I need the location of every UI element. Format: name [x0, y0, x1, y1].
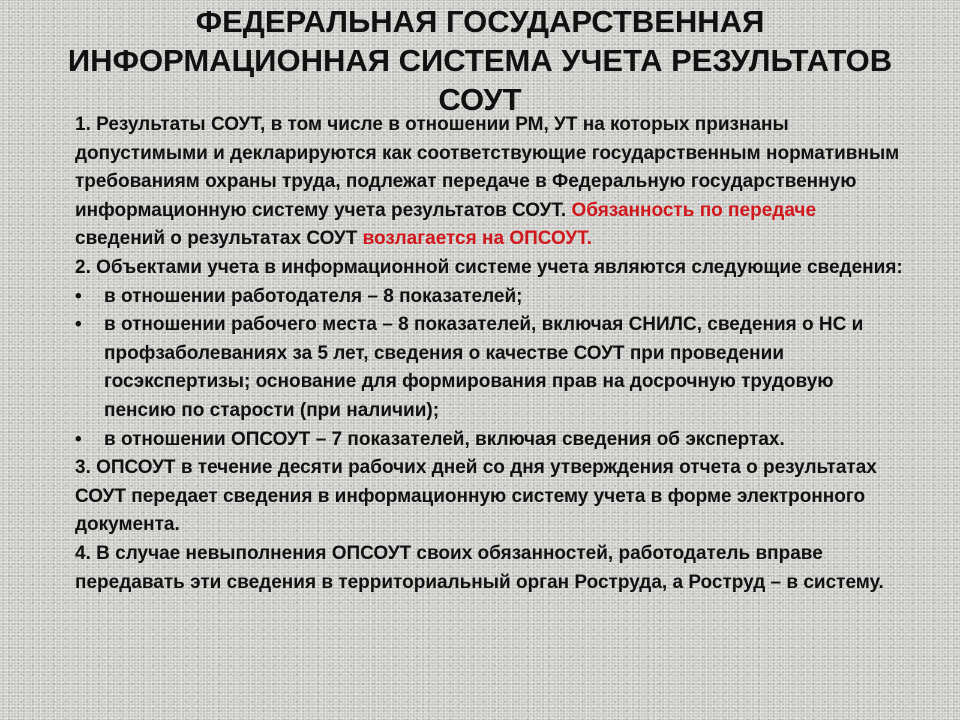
bullet-list: [75, 283, 905, 455]
list-item: [75, 426, 905, 455]
list-item: [75, 283, 905, 312]
list-item-text: в отношении рабочего места – 8 показателей, включая СНИЛС, сведения о НС и профзаболеваниях за 5 лет, сведения о качестве СОУТ при проведении госэкспертизы; основание для формирования прав на досрочную трудовую пенсию по старости (при наличии);: [104, 314, 864, 421]
bullet-icon: •: [75, 285, 82, 307]
paragraph-1-text: 1. Результаты СОУТ, в том числе в отношении РМ, УТ на которых признаны допустимыми и декларируются как соответствующие государственным нормативным требованиям охраны труда, подлежат передаче в Федеральную государственную информационную систему учета результатов СОУТ.: [75, 114, 900, 221]
bullet-icon: •: [75, 428, 82, 450]
paragraph-1: [75, 111, 905, 254]
paragraph-1-text-continued: сведений о результатах СОУТ: [75, 228, 363, 250]
bullet-icon: •: [75, 314, 82, 336]
list-item-text: в отношении ОПСОУТ – 7 показателей, включая сведения об экспертах.: [104, 428, 785, 450]
paragraph-1-highlight-obligation: Обязанность по передаче: [571, 199, 817, 221]
title-line: ФЕДЕРАЛЬНАЯ ГОСУДАРСТВЕННАЯ: [195, 4, 765, 39]
paragraph-1-highlight-assigned: возлагается на ОПСОУТ.: [362, 228, 592, 250]
paragraph-3: 3. ОПСОУТ в течение десяти рабочих дней со дня утверждения отчета о результатах СОУТ передает сведения в информационную систему учета в форме электронного документа.: [75, 457, 877, 536]
title-line: СОУТ: [438, 82, 522, 117]
list-item-text: в отношении работодателя – 8 показателей;: [104, 285, 523, 307]
slide-body: [75, 111, 905, 597]
paragraph-2: 2. Объектами учета в информационной системе учета являются следующие сведения:: [75, 256, 903, 278]
slide-title: [40, 2, 920, 119]
list-item: [75, 311, 905, 425]
paragraph-4: 4. В случае невыполнения ОПСОУТ своих обязанностей, работодатель вправе передавать эти сведения в территориальный орган Роструда, а Роструд – в систему.: [75, 542, 884, 593]
title-line: ИНФОРМАЦИОННАЯ СИСТЕМА УЧЕТА РЕЗУЛЬТАТОВ: [67, 43, 893, 78]
